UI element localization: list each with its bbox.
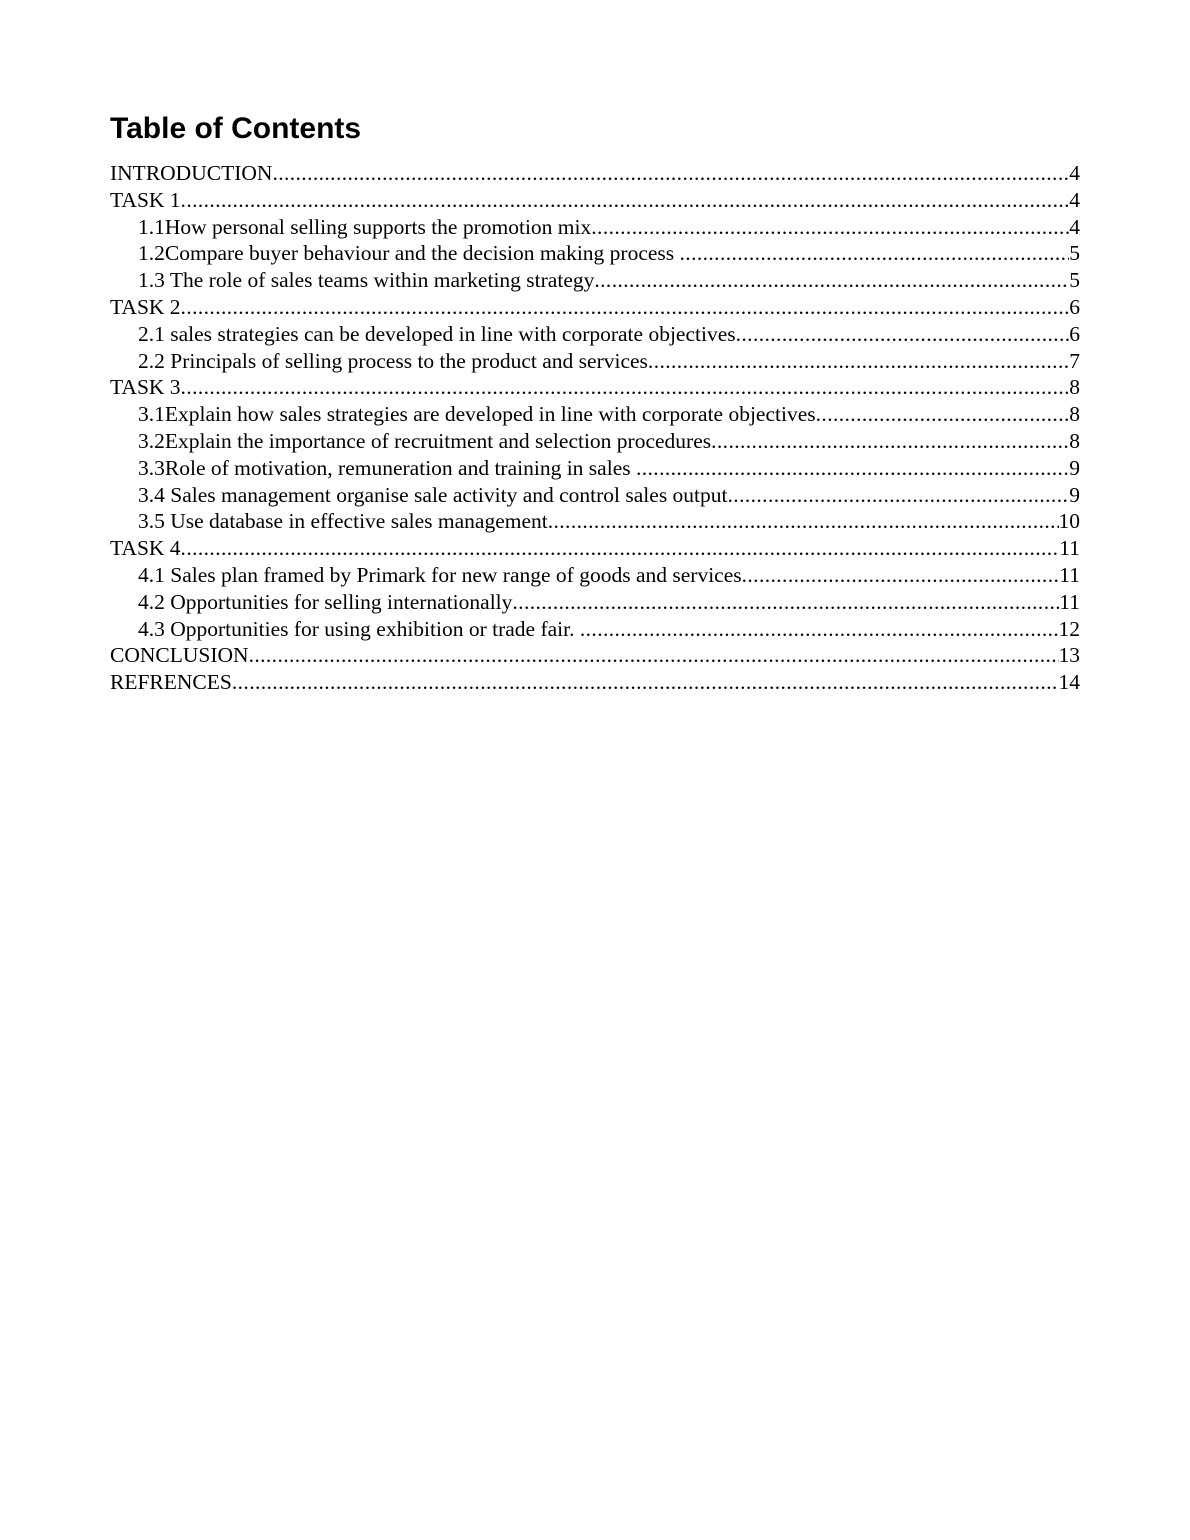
toc-entry-text: 3.2Explain the importance of recruitment and selection procedures bbox=[138, 428, 712, 453]
toc-dot-leader bbox=[742, 562, 1060, 589]
toc-dot-leader bbox=[680, 240, 1070, 267]
toc-entry-3-2[interactable] bbox=[110, 428, 1080, 455]
toc-dot-leader bbox=[548, 508, 1059, 535]
toc-entry-task-2[interactable] bbox=[110, 294, 1080, 321]
toc-entry-text: 4.2 Opportunities for selling internationally bbox=[138, 589, 513, 614]
toc-entry-3-3[interactable] bbox=[110, 455, 1080, 482]
toc-entry-text: CONCLUSION bbox=[110, 643, 249, 668]
toc-entry-text: 4.3 Opportunities for using exhibition or trade fair. bbox=[138, 616, 580, 641]
toc-entry-4-2[interactable] bbox=[110, 589, 1080, 616]
toc-entry-text: 1.1How personal selling supports the promotion mix bbox=[138, 214, 592, 239]
toc-page-number: 5 bbox=[1069, 241, 1080, 266]
toc-dot-leader bbox=[580, 616, 1059, 643]
toc-dot-leader bbox=[181, 294, 1070, 321]
toc-entry-introduction[interactable] bbox=[110, 160, 1080, 187]
toc-entry-text: TASK 4 bbox=[110, 536, 181, 561]
toc-page-number: 4 bbox=[1069, 161, 1080, 185]
toc-entry-text: TASK 3 bbox=[110, 375, 181, 400]
toc-entry-text: 1.2Compare buyer behaviour and the decision making process bbox=[138, 241, 680, 266]
toc-dot-leader bbox=[181, 187, 1070, 214]
toc-entry-3-1[interactable] bbox=[110, 401, 1080, 428]
toc-dot-leader bbox=[181, 374, 1070, 401]
toc-entry-task-4[interactable] bbox=[110, 535, 1080, 562]
toc-entry-task-3[interactable] bbox=[110, 374, 1080, 401]
toc-entry-3-4[interactable] bbox=[110, 482, 1080, 509]
toc-page-number: 11 bbox=[1059, 536, 1080, 561]
toc-entry-text: 1.3 The role of sales teams within marketing strategy bbox=[138, 268, 595, 293]
toc-entry-text: 3.3Role of motivation, remuneration and training in sales bbox=[138, 455, 636, 480]
toc-dot-leader bbox=[711, 428, 1069, 455]
toc-entry-text: REFRENCES bbox=[110, 670, 232, 695]
toc-entry-list bbox=[110, 160, 1080, 696]
toc-page-number: 9 bbox=[1069, 482, 1080, 507]
toc-entry-4-3[interactable] bbox=[110, 616, 1080, 643]
toc-page-number: 12 bbox=[1058, 616, 1080, 641]
toc-page-number: 8 bbox=[1069, 402, 1080, 427]
toc-entry-text: 3.5 Use database in effective sales management bbox=[138, 509, 548, 534]
toc-page-number: 7 bbox=[1069, 348, 1080, 373]
toc-dot-leader bbox=[272, 160, 1069, 187]
table-of-contents bbox=[110, 110, 1080, 696]
toc-page-number: 11 bbox=[1059, 589, 1080, 614]
toc-entry-text: INTRODUCTION bbox=[110, 161, 273, 185]
toc-dot-leader bbox=[728, 482, 1070, 509]
toc-entry-text: TASK 2 bbox=[110, 294, 181, 319]
toc-page-number: 8 bbox=[1069, 428, 1080, 453]
toc-heading: Table of Contents bbox=[110, 112, 362, 145]
toc-page-number: 9 bbox=[1069, 455, 1080, 480]
toc-dot-leader bbox=[181, 535, 1060, 562]
toc-page-number: 6 bbox=[1069, 294, 1080, 319]
toc-entry-text: 3.1Explain how sales strategies are developed in line with corporate objectives bbox=[138, 402, 816, 427]
toc-entry-task-1[interactable] bbox=[110, 187, 1080, 214]
toc-dot-leader bbox=[249, 642, 1059, 669]
toc-dot-leader bbox=[232, 669, 1059, 696]
toc-entry-conclusion[interactable] bbox=[110, 642, 1080, 669]
toc-dot-leader bbox=[591, 214, 1069, 241]
toc-entry-text: 4.1 Sales plan framed by Primark for new range of goods and services bbox=[138, 562, 742, 587]
toc-entry-text: 2.1 sales strategies can be developed in line with corporate objectives bbox=[138, 321, 736, 346]
toc-page-number: 10 bbox=[1058, 509, 1080, 534]
toc-entry-references[interactable] bbox=[110, 669, 1080, 696]
toc-entry-text: TASK 1 bbox=[110, 187, 181, 212]
toc-page-number: 14 bbox=[1058, 670, 1080, 695]
toc-dot-leader bbox=[594, 267, 1069, 294]
toc-entry-1-2[interactable] bbox=[110, 240, 1080, 267]
toc-page-number: 4 bbox=[1069, 187, 1080, 212]
toc-entry-2-2[interactable] bbox=[110, 348, 1080, 375]
toc-dot-leader bbox=[816, 401, 1070, 428]
toc-entry-1-3[interactable] bbox=[110, 267, 1080, 294]
toc-dot-leader bbox=[736, 321, 1070, 348]
toc-page-number: 13 bbox=[1058, 643, 1080, 668]
toc-dot-leader bbox=[648, 348, 1069, 375]
toc-entry-2-1[interactable] bbox=[110, 321, 1080, 348]
toc-entry-text: 2.2 Principals of selling process to the product and services bbox=[138, 348, 648, 373]
toc-entry-1-1[interactable] bbox=[110, 214, 1080, 241]
toc-page-number: 11 bbox=[1059, 562, 1080, 587]
toc-page-number: 8 bbox=[1069, 375, 1080, 400]
toc-entry-text: 3.4 Sales management organise sale activity and control sales output bbox=[138, 482, 728, 507]
toc-dot-leader bbox=[512, 589, 1059, 616]
toc-page-number: 4 bbox=[1069, 214, 1080, 239]
toc-dot-leader bbox=[636, 455, 1069, 482]
toc-entry-3-5[interactable] bbox=[110, 508, 1080, 535]
toc-page-number: 5 bbox=[1069, 268, 1080, 293]
toc-page-number: 6 bbox=[1069, 321, 1080, 346]
toc-entry-4-1[interactable] bbox=[110, 562, 1080, 589]
